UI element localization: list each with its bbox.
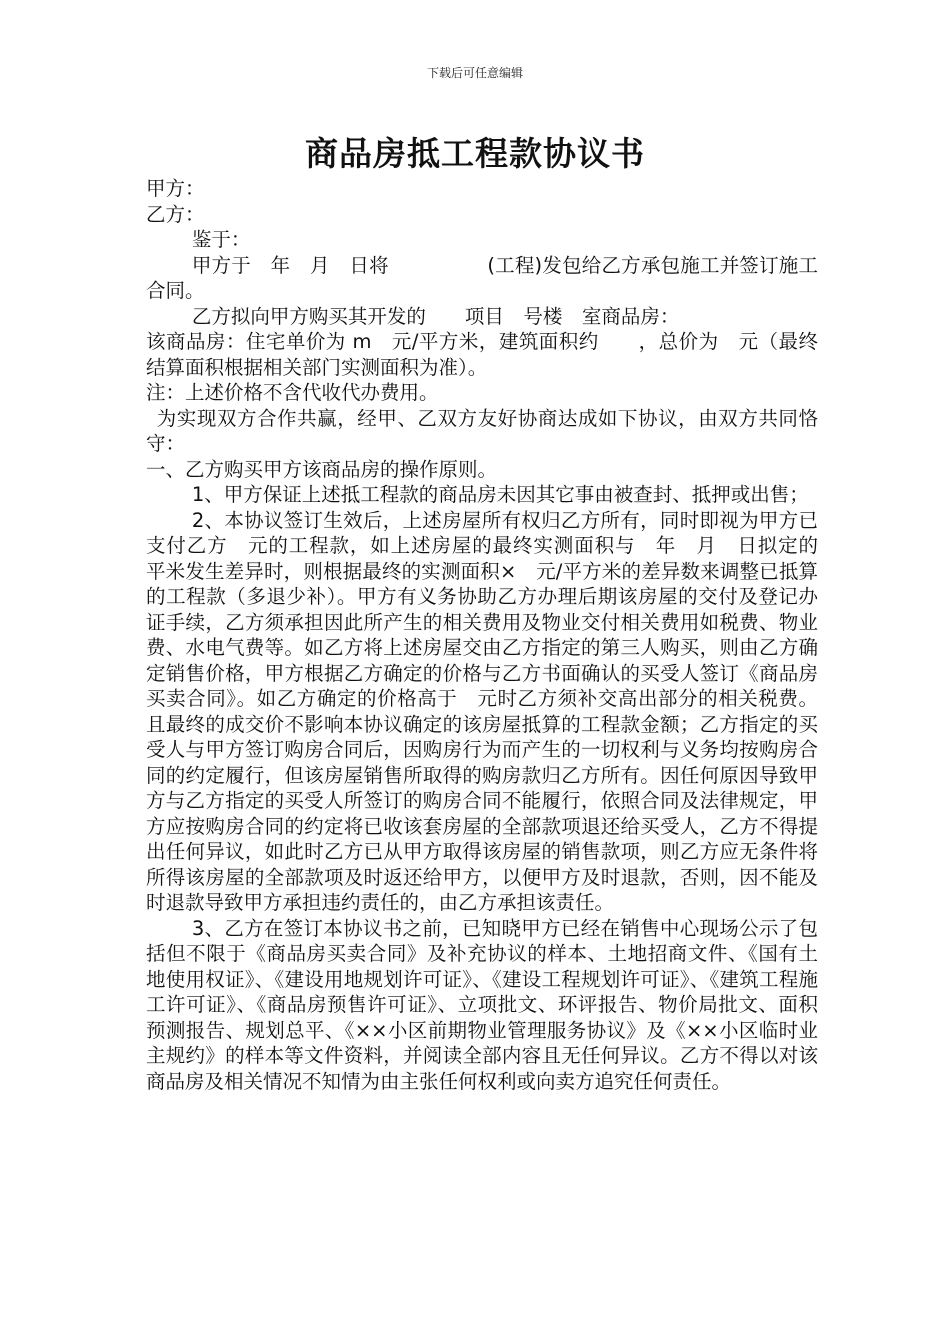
property-price-paragraph: 该商品房：住宅单价为 m 元/平方米，建筑面积约 ，总价为 元（最终结算面积根据相关部门实测面积为准）。 bbox=[146, 330, 818, 379]
document-body bbox=[146, 176, 838, 1094]
party-a-line: 甲方： bbox=[146, 177, 205, 200]
section-one-heading: 一、乙方购买甲方该商品房的操作原则。 bbox=[146, 457, 498, 481]
price-note-paragraph: 注：上述价格不含代收代办费用。 bbox=[146, 381, 439, 404]
party-b-line: 乙方： bbox=[146, 202, 205, 226]
whereas-contract-paragraph: 甲方于 年 月 日将 (工程)发包给乙方承包施工并签订施工合同。 bbox=[146, 253, 818, 302]
page-header-note: 下载后可任意编辑 bbox=[426, 66, 523, 80]
whereas-heading: 鉴于： bbox=[191, 228, 251, 251]
clause-3-paragraph: 3、乙方在签订本协议书之前，已知晓甲方已经在销售中心现场公示了包括但不限于《商品房买卖合同》及补充协议的样本、土地招商文件、《国有土地使用权证》、《建设用地规划许可证》、《建设工程规划许可证》、《建筑工程施工许可证》、《商品房预售许可证》、立项批文、环评报告、物价局批文、面积预测报告、规划总平、《××小区前期物业管理服务协议》及《××小区临时业主规约》的样本等文件资料，并阅读全部内容且无任何异议。乙方不得以对该商品房及相关情况不知情为由主张任何权利或向卖方追究任何责任。 bbox=[146, 916, 818, 1093]
clause-2-paragraph: 2、本协议签订生效后，上述房屋所有权归乙方所有，同时即视为甲方已支付乙方 元的工程款，如上述房屋的最终实测面积与 年 月 日拟定的 平米发生差异时，则根据最终的实测面积× 元/平方米的差异数来调整已抵算的工程款（多退少补）。甲方有义务协助乙方办理后期该房屋的交付及登记办证手续，乙方须承担因此所产生的相关费用及物业交付相关费用如税费、物业费、水电气费等。如乙方将上述房屋交由乙方指定的第三人购买，则由乙方确定销售价格，甲方根据乙方确定的价格与乙方书面确认的买受人签订《商品房买卖合同》。如乙方确定的价格高于 元时乙方须补交高出部分的相关税费。且最终的成交价不影响本协议确定的该房屋抵算的工程款金额；乙方指定的买受人与甲方签订购房合同后，因购房行为而产生的一切权利与义务均按购房合同的约定履行，但该房屋销售所取得的购房款归乙方所有。因任何原因导致甲方与乙方指定的买受人所签订的购房合同不能履行，依照合同及法律规定，甲方应按购房合同的约定将已收该套房屋的全部款项退还给买受人，乙方不得提出任何异议，如此时乙方已从甲方取得该房屋的销售款项，则乙方应无条件将所得该房屋的全部款项及时返还给甲方，以便甲方及时退款，否则，因不能及时退款导致甲方承担违约责任的，由乙方承担该责任。 bbox=[146, 508, 838, 914]
agreement-intro-paragraph: 为实现双方合作共赢，经甲、乙双方友好协商达成如下协议，由双方共同恪守： bbox=[146, 406, 818, 455]
document-title: 商品房抵工程款协议书 bbox=[305, 134, 645, 173]
clause-1-paragraph: 1、甲方保证上述抵工程款的商品房未因其它事由被查封、抵押或出售； bbox=[191, 483, 809, 506]
purchase-intent-paragraph: 乙方拟向甲方购买其开发的 项目 号楼 室商品房： bbox=[191, 304, 680, 328]
